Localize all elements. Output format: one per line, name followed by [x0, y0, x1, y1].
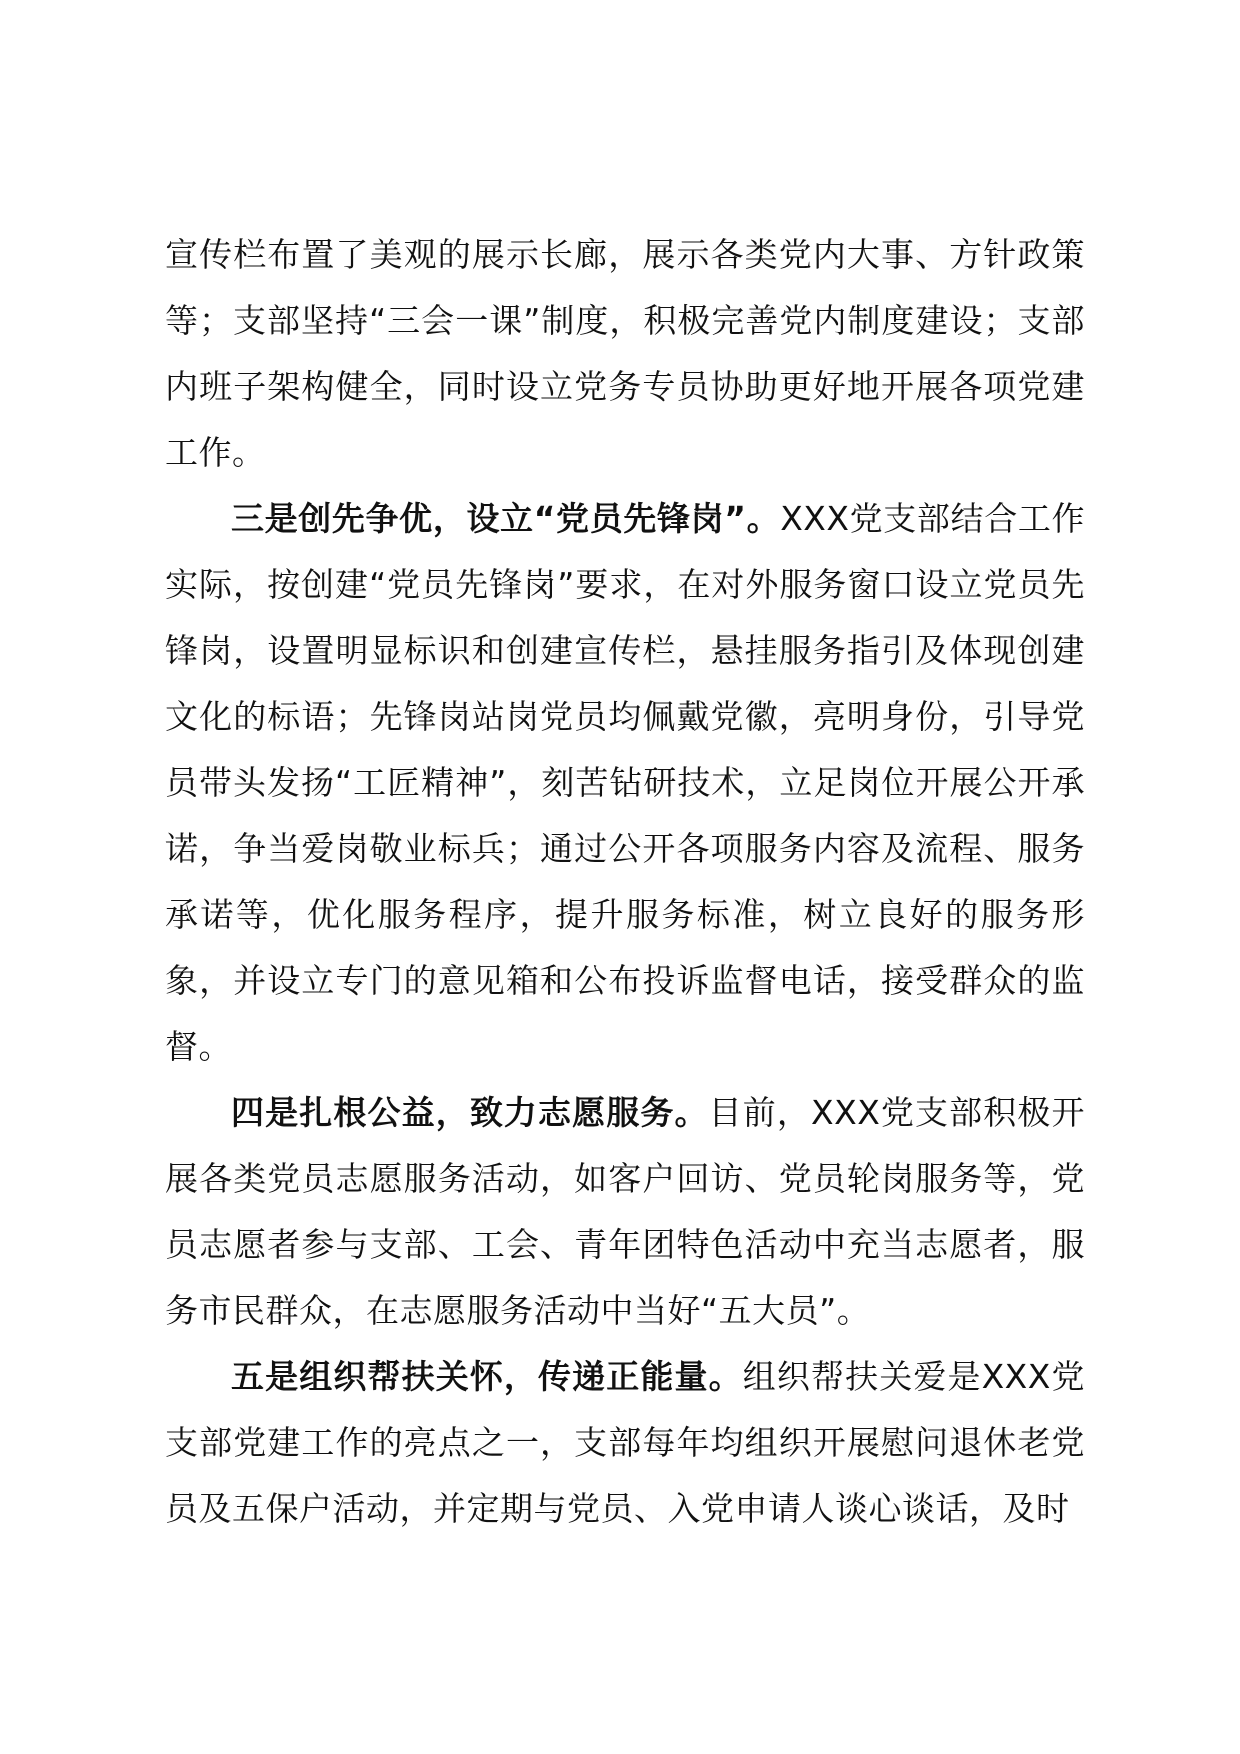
paragraph-text: XXX党支部结合工作实际，按创建“党员先锋岗”要求，在对外服务窗口设立党员先锋岗，设置明显标识和创建宣传栏，悬挂服务指引及体现创建文化的标语；先锋岗站岗党员均佩戴党徽，亮明身份，引导党员带头发扬“工匠精神”，刻苦钻研技术，立足岗位开展公开承诺，争当爱岗敬业标兵；通过公开各项服务内容及流程、服务承诺等，优化服务程序，提升服务标准，树立良好的服务形象，并设立专门的意见箱和公布投诉监督电话，接受群众的监督。 [165, 499, 1085, 1066]
paragraph-continuation [165, 222, 1085, 486]
paragraph-text: 目前，XXX党支部积极开展各类党员志愿服务活动，如客户回访、党员轮岗服务等，党员志愿者参与支部、工会、青年团特色活动中充当志愿者，服务市民群众，在志愿服务活动中当好“五大员”。 [165, 1093, 1086, 1330]
paragraph-volunteer-service [165, 1080, 1085, 1344]
paragraph-lead: 五是组织帮扶关怀，传递正能量。 [231, 1357, 743, 1396]
paragraph-care-support [165, 1344, 1085, 1542]
document-body [165, 222, 1085, 1542]
paragraph-text: 宣传栏布置了美观的展示长廊，展示各类党内大事、方针政策等；支部坚持“三会一课”制度，积极完善党内制度建设；支部内班子架构健全，同时设立党务专员协助更好地开展各项党建工作。 [165, 235, 1085, 472]
paragraph-lead: 四是扎根公益，致力志愿服务。 [231, 1093, 709, 1132]
paragraph-lead: 三是创先争优，设立“党员先锋岗”。 [231, 499, 781, 538]
paragraph-pioneer-post [165, 486, 1085, 1080]
paragraph-text: 组织帮扶关爱是XXX党支部党建工作的亮点之一，支部每年均组织开展慰问退休老党员及五保户活动，并定期与党员、入党申请人谈心谈话，及时 [165, 1357, 1086, 1528]
